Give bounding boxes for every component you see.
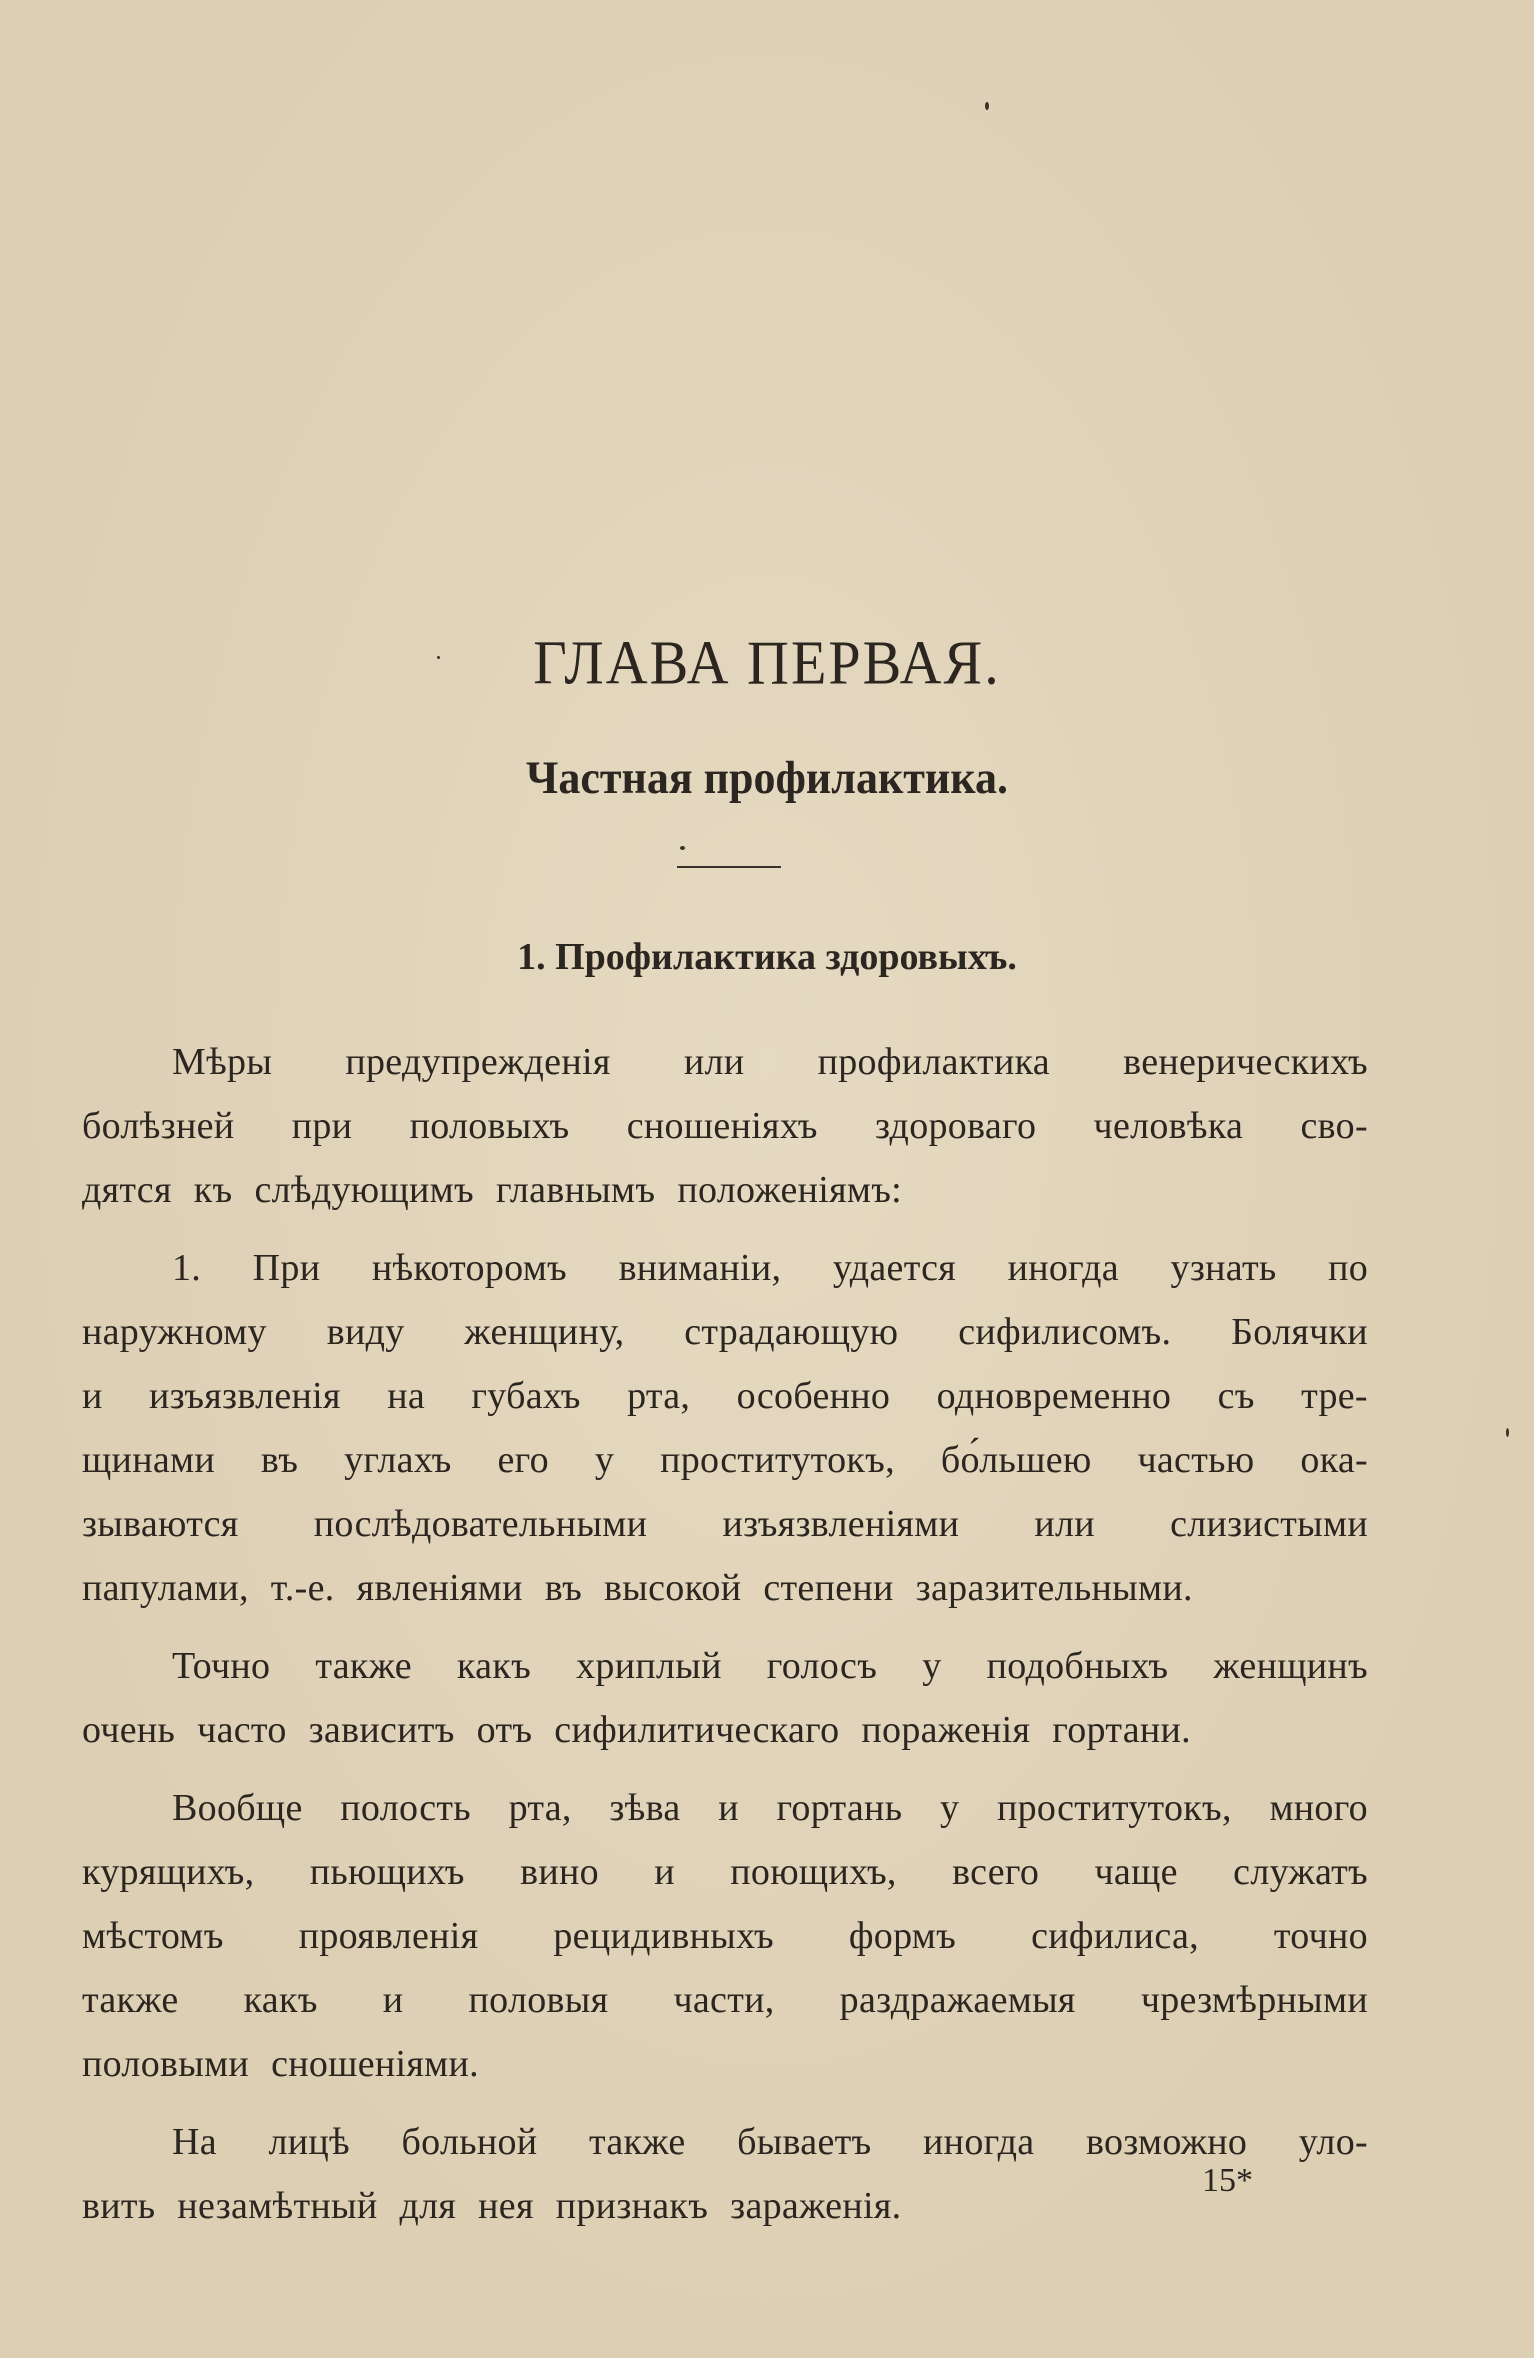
text-line: [82, 1030, 1368, 1094]
word: у: [922, 1645, 942, 1687]
word: рта,: [508, 1787, 572, 1829]
word: вить: [82, 2185, 156, 2227]
word: наружному: [82, 1311, 267, 1353]
word: какъ: [243, 1979, 318, 2021]
word: при: [291, 1105, 353, 1147]
word: 1.: [172, 1247, 202, 1289]
word: иногда: [923, 2121, 1035, 2163]
word: чаще: [1094, 1851, 1178, 1893]
word: зараженія.: [730, 2185, 902, 2227]
word: нея: [478, 2185, 534, 2227]
word: болѣзней: [82, 1105, 235, 1147]
word: проститутокъ,: [660, 1439, 895, 1481]
word: зываются: [82, 1503, 239, 1545]
word: съ: [1217, 1375, 1255, 1417]
word: Болячки: [1231, 1311, 1368, 1353]
word: На: [172, 2121, 217, 2163]
word: у: [594, 1439, 615, 1481]
word: точно: [1273, 1915, 1368, 1957]
word: сифилиса,: [1031, 1915, 1199, 1957]
word: въ: [544, 1567, 583, 1609]
word: также: [82, 1979, 179, 2021]
word: сношеніяхъ: [626, 1105, 818, 1147]
word: какъ: [456, 1645, 532, 1687]
text-line: [82, 1840, 1368, 1904]
text-line: [82, 2032, 1368, 2096]
word: формъ: [848, 1915, 957, 1957]
text-line: [82, 1634, 1368, 1698]
word: положеніямъ:: [677, 1169, 903, 1211]
word: главнымъ: [495, 1169, 656, 1211]
word: щинами: [82, 1439, 215, 1481]
word: полость: [340, 1787, 471, 1829]
word: папулами,: [82, 1567, 249, 1609]
text-line: [82, 1904, 1368, 1968]
word: углахъ: [344, 1439, 452, 1481]
word: ока-: [1300, 1439, 1368, 1481]
word: пораженія: [861, 1709, 1031, 1751]
word: удается: [832, 1247, 957, 1289]
word: вниманіи,: [618, 1247, 782, 1289]
word: его: [497, 1439, 549, 1481]
word: очень: [82, 1709, 176, 1751]
word: послѣдовательными: [313, 1503, 648, 1545]
word: части,: [673, 1979, 775, 2021]
word: или: [683, 1041, 745, 1083]
text-line: [82, 2174, 1368, 2238]
word: также: [588, 2121, 686, 2163]
word: больной: [401, 2121, 538, 2163]
word: сношеніями.: [271, 2043, 479, 2085]
word: чрезмѣрными: [1140, 1979, 1368, 2021]
word: половыхъ: [409, 1105, 570, 1147]
word: по: [1328, 1247, 1368, 1289]
word: гортани.: [1052, 1709, 1191, 1751]
word: При: [252, 1247, 321, 1289]
word: проститутокъ,: [996, 1787, 1232, 1829]
text-line: [82, 1158, 1368, 1222]
text-line: [82, 1556, 1368, 1620]
word: бываетъ: [737, 2121, 872, 2163]
word: и: [82, 1375, 103, 1417]
word: на: [387, 1375, 426, 1417]
word: уло-: [1298, 2121, 1368, 2163]
word: изъязвленія: [149, 1375, 341, 1417]
word: половыя: [468, 1979, 609, 2021]
word: нѣкоторомъ: [371, 1247, 567, 1289]
word: страдающую: [684, 1311, 899, 1353]
page-number: 15*: [1202, 2162, 1253, 2199]
subsection-title: 1. Профилактика здоровыхъ.: [517, 936, 1017, 978]
word: человѣка: [1093, 1105, 1244, 1147]
word: профилактика: [817, 1041, 1050, 1083]
word: часто: [197, 1709, 287, 1751]
chapter-title: ГЛАВА ПЕРВАЯ.: [533, 627, 1001, 698]
word: всего: [952, 1851, 1040, 1893]
word: особенно: [736, 1375, 891, 1417]
word: Вообще: [172, 1787, 303, 1829]
text-line: [82, 1776, 1368, 1840]
word: и: [654, 1851, 675, 1893]
word: отъ: [476, 1709, 533, 1751]
word: хриплый: [576, 1645, 722, 1687]
word: подобныхъ: [986, 1645, 1169, 1687]
title-divider: [677, 866, 781, 868]
word: вино: [520, 1851, 599, 1893]
word: предупрежденія: [345, 1041, 611, 1083]
word: незамѣтный: [177, 2185, 378, 2227]
word: пьющихъ: [309, 1851, 465, 1893]
word: частью: [1137, 1439, 1255, 1481]
word: поющихъ,: [730, 1851, 897, 1893]
word: Точно: [172, 1645, 271, 1687]
word: здороваго: [874, 1105, 1037, 1147]
print-speck: [437, 656, 440, 659]
word: тре-: [1301, 1375, 1368, 1417]
word: или: [1034, 1503, 1095, 1545]
section-title: Частная профилактика.: [526, 751, 1008, 804]
word: и: [718, 1787, 739, 1829]
word: губахъ: [471, 1375, 581, 1417]
word: дятся: [82, 1169, 172, 1211]
word: одновременно: [936, 1375, 1172, 1417]
text-line: [82, 1094, 1368, 1158]
body-text: [82, 1030, 1368, 2238]
word: рта,: [627, 1375, 691, 1417]
text-line: [82, 1364, 1368, 1428]
word: слѣдующимъ: [254, 1169, 474, 1211]
word: служатъ: [1233, 1851, 1368, 1893]
word: и: [382, 1979, 404, 2021]
word: раздражаемыя: [839, 1979, 1076, 2021]
word: гортань: [776, 1787, 903, 1829]
word: изъязвленіями: [722, 1503, 960, 1545]
word: половыми: [82, 2043, 250, 2085]
word: заразительными.: [915, 1567, 1193, 1609]
word: рецидивныхъ: [553, 1915, 774, 1957]
word: въ: [260, 1439, 299, 1481]
word: возможно: [1085, 2121, 1248, 2163]
print-speck: [680, 846, 685, 850]
word: слизистыми: [1170, 1503, 1368, 1545]
text-line: [82, 1492, 1368, 1556]
word: также: [315, 1645, 412, 1687]
word: бо́льшею: [940, 1439, 1092, 1481]
word: узнать: [1170, 1247, 1277, 1289]
word: сво-: [1300, 1105, 1368, 1147]
text-line: [82, 1300, 1368, 1364]
word: проявленія: [298, 1915, 479, 1957]
text-line: [82, 1428, 1368, 1492]
word: венерическихъ: [1123, 1041, 1368, 1083]
word: зависитъ: [308, 1709, 455, 1751]
word: мѣстомъ: [82, 1915, 224, 1957]
word: у: [939, 1787, 960, 1829]
word: лицѣ: [268, 2121, 350, 2163]
word: женщинъ: [1213, 1645, 1368, 1687]
word: степени: [763, 1567, 894, 1609]
word: Мѣры: [172, 1041, 273, 1083]
print-speck: [985, 102, 989, 110]
word: женщину,: [464, 1311, 625, 1353]
word: сифилитическаго: [554, 1709, 840, 1751]
text-line: [82, 1698, 1368, 1762]
word: курящихъ,: [82, 1851, 255, 1893]
print-speck: [1506, 1428, 1509, 1437]
word: къ: [193, 1169, 233, 1211]
word: зѣва: [609, 1787, 681, 1829]
text-line: [82, 1968, 1368, 2032]
word: для: [399, 2185, 457, 2227]
word: явленіями: [356, 1567, 523, 1609]
word: много: [1269, 1787, 1368, 1829]
word: виду: [326, 1311, 405, 1353]
word: голосъ: [766, 1645, 878, 1687]
word: высокой: [604, 1567, 742, 1609]
word: признакъ: [555, 2185, 709, 2227]
text-line: [82, 2110, 1368, 2174]
word: иногда: [1007, 1247, 1119, 1289]
word: т.-е.: [270, 1567, 335, 1609]
word: сифилисомъ.: [958, 1311, 1172, 1353]
text-line: [82, 1236, 1368, 1300]
